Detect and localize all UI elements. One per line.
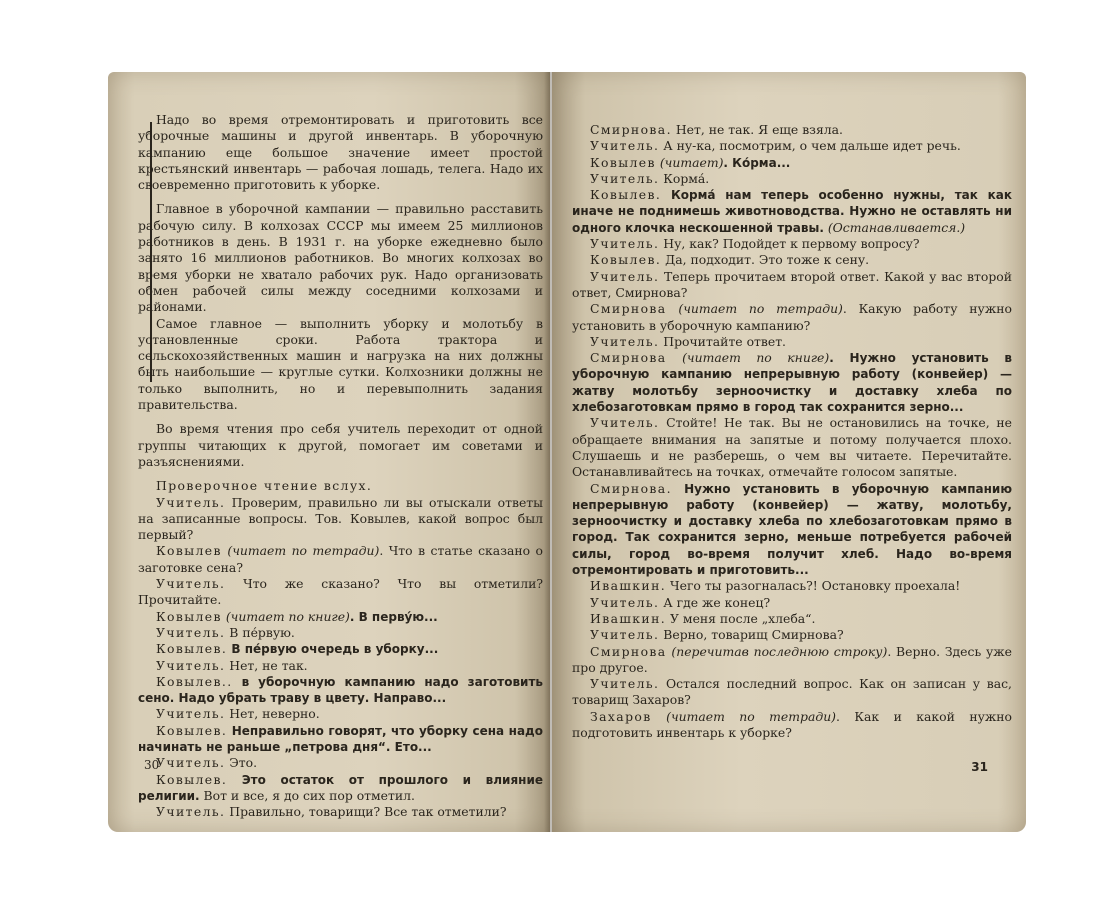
dialogue-line: Учитель. В пе́рвую. [156,624,295,640]
dialogue-line: Учитель. Прочитайте ответ. [590,333,786,349]
dialogue-line: Смирнова (читает по книге). Нужно установить в уборочную кампанию непрерывную работу (конвейер) — жатву молотьбу зерноочистку и доставку хлеба по хлебозаготовкам прямо в город так сохранится зерно... [572,350,1012,415]
open-book [108,72,1026,832]
dialogue-line: Захаров (читает по тетради). Как и какой нужно подготовить инвентарь к уборке? [572,708,1012,740]
left-page-text [138,112,543,820]
dialogue-line: Учитель. Остался последний вопрос. Как он записан у вас, товарищ Захаров? [572,676,1012,708]
dialogue-line: Учитель. Нет, неверно. [156,706,320,722]
right-page-text [572,122,1012,741]
dialogue-line: Учитель. Ну, как? Подойдет к первому вопросу? [590,236,920,252]
dialogue-line: Учитель. Стойте! Не так. Вы не остановились на точке, не обращаете внимания на запятые и потому получается плохо. Слушаешь и не разберешь, о чем вы читаете. Перечитайте. Останавливайтесь на точках, отмечайте голосом запятые. [572,415,1012,480]
dialogue-line: Смирнова (читает по тетради). Какую работу нужно установить в уборочную кампанию? [572,301,1012,333]
dialogue-line: Учитель. Это. [156,755,258,771]
left-page [108,72,550,832]
dialogue-line: Ковылев (читает по книге). В перву́ю... [156,608,438,624]
dialogue-line: Учитель. Что же сказано? Что вы отметили? Прочитайте. [138,576,543,608]
dialogue-line: Учитель. Нет, не так. [156,657,308,673]
dialogue-line: Учитель. А где же конец? [590,594,771,610]
dialogue-line: Смирнова. Нужно установить в уборочную кампанию непрерывную работу (конвейер) — жатву, молотьбу, зерноочистку и доставку хлеба по хлебозаготовкам прямо в город. Так сохранится зерно, меньше потребуется рабочей силы, город во-время получит хлеб. Надо во-время отремонтировать и приготовить... [572,480,1012,578]
dialogue-line: Ковылев. В пе́рвую очередь в уборку... [156,641,439,657]
dialogue-line: Учитель. Верно, товарищ Смирнова? [590,627,844,643]
dialogue-line: Ковылев. Неправильно говорят, что уборку сена надо начинать не раньше „петрова дня“. Ето... [138,722,543,754]
dialogue-line: Ковылев (читает по тетради). Что в статье сказано о заготовке сена? [138,543,543,575]
section-heading: Проверочное чтение вслух. [156,478,373,494]
paragraph: Главное в уборочной кампании — правильно расставить рабочую силу. В колхозах СССР мы имеем 25 миллионов работников в день. В 1931 г. на уборке ежедневно было занято 16 миллионов работников. Во многих колхозах во время уборки не хватало рабочих рук. Надо организовать обмен рабочей силы между соседними колхозами и районами. [138,201,543,315]
page-number: 31 [971,760,988,774]
dialogue-line: Смирнова. Нет, не так. Я еще взяла. [590,122,843,137]
dialogue-line: Ковылев.. в уборочную кампанию надо заготовить сено. Надо убрать траву в цвету. Направо... [138,673,543,706]
paragraph: Самое главное — выполнить уборку и молотьбу в установленные сроки. Работа трактора и сельскохозяйственных машин и нагрузка на них должны быть наибольшие — круглые сутки. Колхозники должны не только выполнить, но и перевыполнить задания правительства. [138,315,543,413]
right-page [552,72,1026,832]
dialogue-line: Ивашкин. Чего ты разогналась?! Остановку проехала! [590,578,961,594]
dialogue-line: Учитель. Корма́. [590,170,710,186]
dialogue-line: Смирнова (перечитав последнюю строку). Верно. Здесь уже про другое. [572,643,1012,675]
dialogue-line: Учитель. Проверим, правильно ли вы отыскали ответы на записанные вопросы. Тов. Ковылев, какой вопрос был первый? [138,494,543,543]
dialogue-line: Учитель. Теперь прочитаем второй ответ. Какой у вас второй ответ, Смирнова? [572,268,1012,300]
dialogue-line: Ковылев. Да, подходит. Это тоже к сену. [590,252,870,268]
paragraph: Во время чтения про себя учитель переходит от одной группы читающих к другой, помогает им советами и разъяснениями. [138,421,543,469]
dialogue-line: Ковылев. Это остаток от прошлого и влияние религии. Вот и все, я до сих пор отметил. [138,771,543,803]
page-number: 30 [144,758,160,772]
dialogue-line: Ивашкин. У меня после „хлеба“. [590,610,816,626]
dialogue-line: Ковылев. Корма́ нам теперь особенно нужны, так как иначе не поднимешь животноводства. Нужно не оставлять ни одного клочка нескошенной травы. (Останавливается.) [572,187,1012,235]
dialogue-line: Учитель. А ну-ка, посмотрим, о чем дальше идет речь. [590,138,961,154]
dialogue-line: Ковылев (читает). Ко́рма... [590,154,791,170]
paragraph: Надо во время отремонтировать и приготовить все уборочные машины и другой инвентарь. В уборочную кампанию еще большое значение имеет простой крестьянский инвентарь — рабочая лошадь, телега. Надо их своевременно приготовить к уборке. [138,112,543,193]
dialogue-line: Учитель. Правильно, товарищи? Все так отметили? [156,804,507,820]
